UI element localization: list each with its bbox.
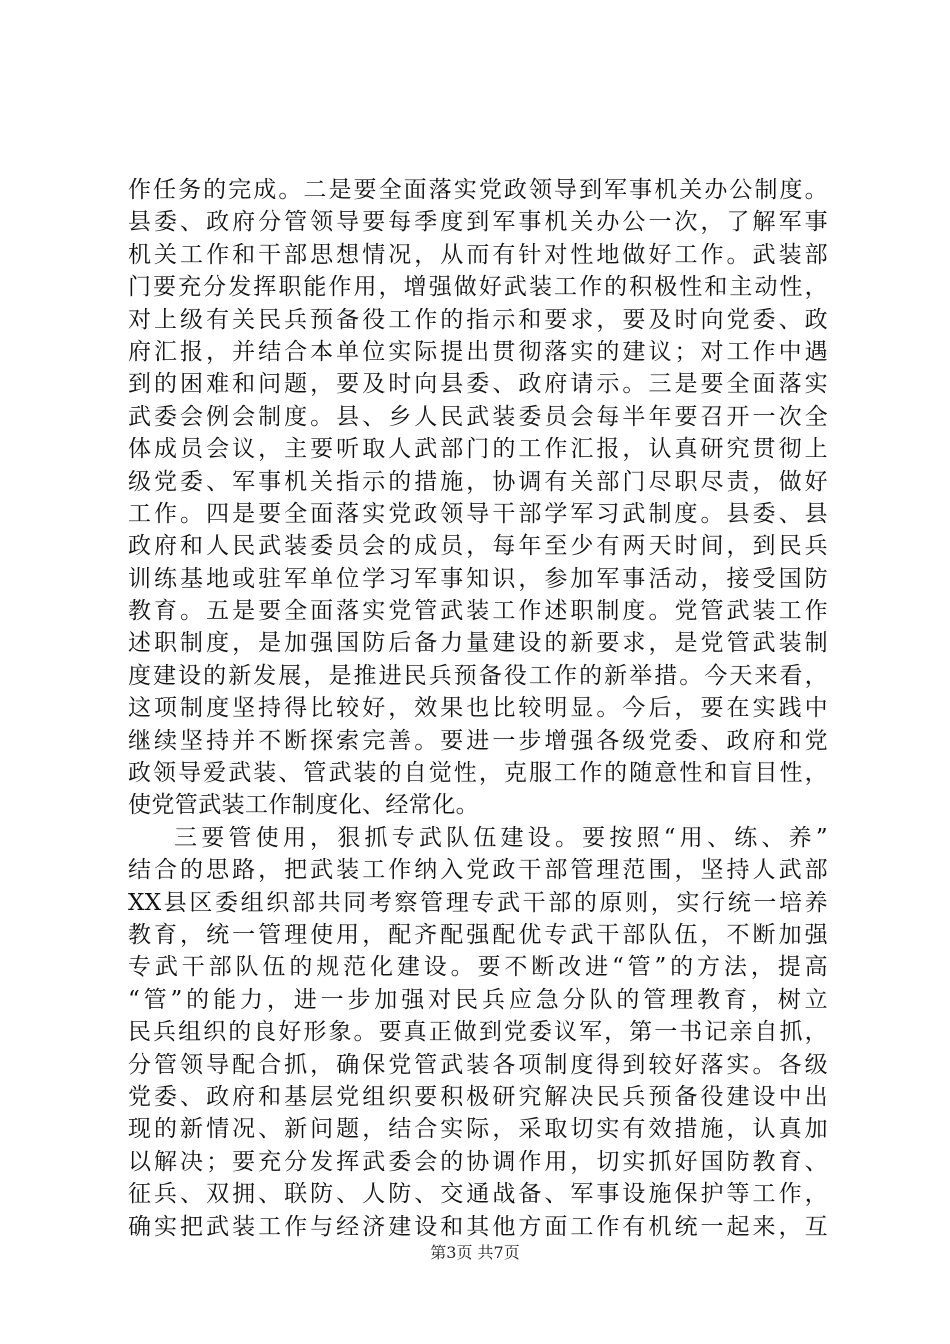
text-line: 门要充分发挥职能作用，增强做好武装工作的积极性和主动性， [128,274,828,301]
text-line: 述职制度，是加强国防后备力量建设的新要求，是党管武装制 [128,630,828,657]
text-line: 到的困难和问题，要及时向县委、政府请示。三是要全面落实 [128,371,828,398]
text-line: 度建设的新发展，是推进民兵预备役工作的新举措。今天来看， [128,662,828,689]
paragraph-end-line: 使党管武装工作制度化、经常化。 [128,792,479,819]
text-line: 训练基地或驻军单位学习军事知识，参加军事活动，接受国防 [128,565,828,592]
text-line: 党委、政府和基层党组织要积极研究解决民兵预备役建设中出 [128,1083,828,1110]
body-text [128,174,828,1243]
page-number-footer: 第3页 共7页 [430,1243,520,1262]
text-line: 继续坚持并不断探索完善。要进一步增强各级党委、政府和党 [128,727,828,754]
text-line: XX县区委组织部共同考察管理专武干部的原则，实行统一培养 [128,889,828,916]
text-line: 征兵、双拥、联防、人防、交通战备、军事设施保护等工作， [128,1181,828,1208]
text-line: 体成员会议，主要听取人武部门的工作汇报，认真研究贯彻上 [128,436,828,463]
text-line: 政领导爱武装、管武装的自觉性，克服工作的随意性和盲目性， [128,760,828,787]
text-line: 政府和人民武装委员会的成员，每年至少有两天时间，到民兵 [128,533,828,560]
text-line: 工作。四是要全面落实党政领导干部学军习武制度。县委、县 [128,500,828,527]
text-line: 现的新情况、新问题，结合实际，采取切实有效措施，认真加 [128,1116,828,1143]
text-line: 县委、政府分管领导要每季度到军事机关办公一次，了解军事 [128,209,828,236]
paragraph-start-line: 三要管使用，狠抓专武队伍建设。要按照“用、练、养” [174,824,828,851]
text-line: 这项制度坚持得比较好，效果也比较明显。今后，要在实践中 [128,695,828,722]
text-line: 对上级有关民兵预备役工作的指示和要求，要及时向党委、政 [128,306,828,333]
text-line: 分管领导配合抓，确保党管武装各项制度得到较好落实。各级 [128,1051,828,1078]
text-line: 民兵组织的良好形象。要真正做到党委议军，第一书记亲自抓， [128,1019,828,1046]
text-line: 教育。五是要全面落实党管武装工作述职制度。党管武装工作 [128,598,828,625]
text-line: 级党委、军事机关指示的措施，协调有关部门尽职尽责，做好 [128,468,828,495]
text-line: 确实把武装工作与经济建设和其他方面工作有机统一起来，互 [128,1213,828,1240]
text-line: 机关工作和干部思想情况，从而有针对性地做好工作。武装部 [128,241,828,268]
text-line: 专武干部队伍的规范化建设。要不断改进“管”的方法，提高 [128,954,828,981]
text-line: 以解决；要充分发挥武委会的协调作用，切实抓好国防教育、 [128,1148,828,1175]
text-line: 武委会例会制度。县、乡人民武装委员会每半年要召开一次全 [128,403,828,430]
text-line: 府汇报，并结合本单位实际提出贯彻落实的建议；对工作中遇 [128,338,828,365]
text-line: 作任务的完成。二是要全面落实党政领导到军事机关办公制度。 [128,177,828,203]
text-line: “管”的能力，进一步加强对民兵应急分队的管理教育，树立 [128,986,828,1013]
text-line: 教育，统一管理使用，配齐配强配优专武干部队伍，不断加强 [128,921,828,948]
text-line: 结合的思路，把武装工作纳入党政干部管理范围，坚持人武部 [128,857,828,884]
